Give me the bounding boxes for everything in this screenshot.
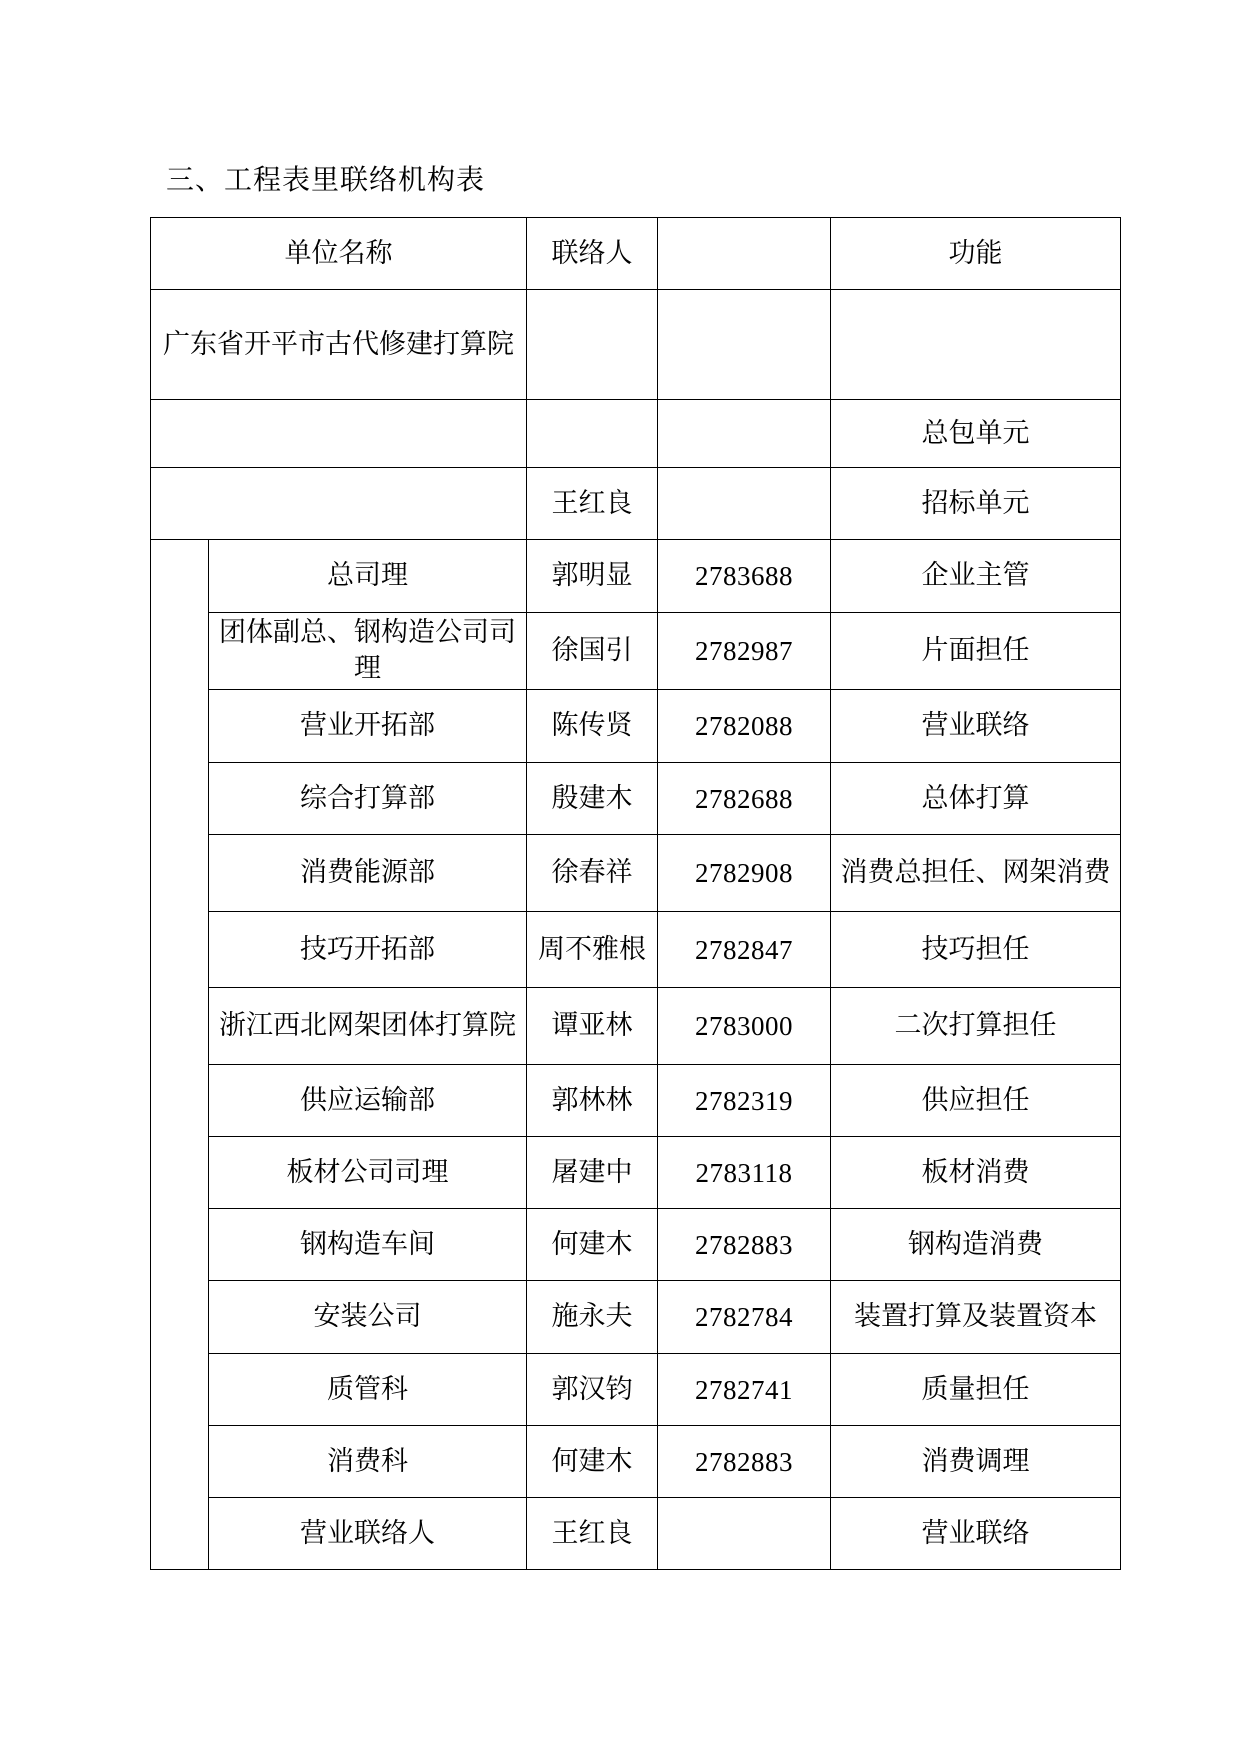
contact-cell: 何建木	[527, 1426, 658, 1498]
unit-name-cell: 板材公司司理	[209, 1137, 527, 1209]
phone-cell: 2782847	[658, 912, 831, 988]
unit-name-cell: 消费能源部	[209, 835, 527, 912]
contact-cell: 殷建木	[527, 763, 658, 835]
function-cell: 消费调理	[831, 1426, 1121, 1498]
phone-cell: 2783118	[658, 1137, 831, 1209]
function-cell: 片面担任	[831, 613, 1121, 690]
table-row	[151, 690, 1121, 763]
table-row	[151, 1065, 1121, 1137]
contact-cell: 何建木	[527, 1209, 658, 1281]
table-row	[151, 540, 1121, 613]
contact-cell: 徐春祥	[527, 835, 658, 912]
phone-cell	[658, 290, 831, 400]
phone-cell: 2782088	[658, 690, 831, 763]
function-cell: 总包单元	[831, 400, 1121, 468]
unit-name-cell: 质管科	[209, 1354, 527, 1426]
unit-name-cell: 营业联络人	[209, 1498, 527, 1570]
contact-cell	[527, 400, 658, 468]
phone-cell	[658, 1498, 831, 1570]
function-cell: 营业联络	[831, 1498, 1121, 1570]
phone-cell: 2782784	[658, 1281, 831, 1354]
table-row	[151, 763, 1121, 835]
unit-name-cell: 供应运输部	[209, 1065, 527, 1137]
phone-cell: 2782987	[658, 613, 831, 690]
table-row	[151, 1281, 1121, 1354]
function-cell: 企业主管	[831, 540, 1121, 613]
function-cell: 技巧担任	[831, 912, 1121, 988]
contact-cell: 施永夫	[527, 1281, 658, 1354]
contact-cell: 郭明显	[527, 540, 658, 613]
table-row	[151, 1137, 1121, 1209]
contact-cell: 徐国引	[527, 613, 658, 690]
phone-cell	[658, 400, 831, 468]
table-row	[151, 835, 1121, 912]
unit-name-cell: 技巧开拓部	[209, 912, 527, 988]
unit-name-cell: 安装公司	[209, 1281, 527, 1354]
header-phone	[658, 218, 831, 290]
contact-table	[150, 217, 1121, 1570]
function-cell: 营业联络	[831, 690, 1121, 763]
unit-name-cell	[151, 400, 527, 468]
function-cell	[831, 290, 1121, 400]
function-cell: 供应担任	[831, 1065, 1121, 1137]
table-row	[151, 290, 1121, 400]
section-heading: 三、工程表里联络机构表	[166, 163, 486, 196]
contact-cell: 周不雅根	[527, 912, 658, 988]
function-cell: 板材消费	[831, 1137, 1121, 1209]
header-function: 功能	[831, 218, 1121, 290]
table-row	[151, 1426, 1121, 1498]
table-row	[151, 1209, 1121, 1281]
phone-cell: 2783000	[658, 988, 831, 1065]
table-row	[151, 468, 1121, 540]
function-cell: 招标单元	[831, 468, 1121, 540]
phone-cell: 2782688	[658, 763, 831, 835]
table-row	[151, 613, 1121, 690]
header-unit-name: 单位名称	[151, 218, 527, 290]
table-row	[151, 1354, 1121, 1426]
table-row	[151, 988, 1121, 1065]
phone-cell: 2782883	[658, 1426, 831, 1498]
phone-cell: 2782883	[658, 1209, 831, 1281]
table-header-row	[151, 218, 1121, 290]
phone-cell: 2782319	[658, 1065, 831, 1137]
phone-cell: 2782741	[658, 1354, 831, 1426]
contact-cell: 郭汉钧	[527, 1354, 658, 1426]
function-cell: 消费总担任、网架消费	[831, 835, 1121, 912]
unit-name-cell: 综合打算部	[209, 763, 527, 835]
contact-cell: 谭亚林	[527, 988, 658, 1065]
group-spacer-cell	[151, 540, 209, 1570]
unit-name-cell: 钢构造车间	[209, 1209, 527, 1281]
unit-name-cell: 总司理	[209, 540, 527, 613]
function-cell: 装置打算及装置资本	[831, 1281, 1121, 1354]
contact-cell	[527, 290, 658, 400]
unit-name-cell: 消费科	[209, 1426, 527, 1498]
phone-cell: 2783688	[658, 540, 831, 613]
table-row	[151, 912, 1121, 988]
unit-name-cell: 营业开拓部	[209, 690, 527, 763]
contact-cell: 陈传贤	[527, 690, 658, 763]
phone-cell	[658, 468, 831, 540]
contact-cell: 王红良	[527, 468, 658, 540]
contact-cell: 王红良	[527, 1498, 658, 1570]
function-cell: 质量担任	[831, 1354, 1121, 1426]
unit-name-cell	[151, 468, 527, 540]
table-row	[151, 400, 1121, 468]
unit-name-cell: 团体副总、钢构造公司司理	[209, 613, 527, 690]
function-cell: 钢构造消费	[831, 1209, 1121, 1281]
phone-cell: 2782908	[658, 835, 831, 912]
unit-name-cell: 广东省开平市古代修建打算院	[151, 290, 527, 400]
function-cell: 二次打算担任	[831, 988, 1121, 1065]
header-contact: 联络人	[527, 218, 658, 290]
table-row	[151, 1498, 1121, 1570]
unit-name-cell: 浙江西北网架团体打算院	[209, 988, 527, 1065]
function-cell: 总体打算	[831, 763, 1121, 835]
contact-cell: 屠建中	[527, 1137, 658, 1209]
contact-cell: 郭林林	[527, 1065, 658, 1137]
